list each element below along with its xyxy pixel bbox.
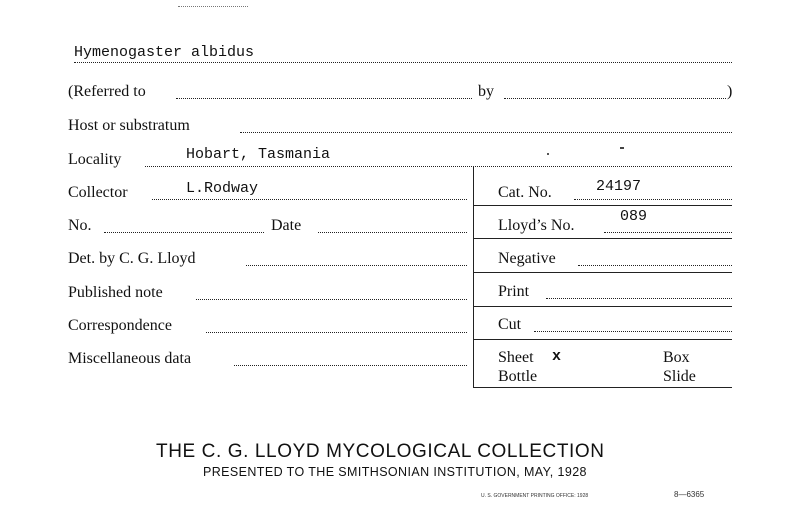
scan-speck bbox=[620, 147, 624, 149]
right-panel-bottom bbox=[473, 387, 732, 388]
cut-label: Cut bbox=[498, 316, 522, 333]
det-by-label: Det. by C. G. Lloyd bbox=[68, 250, 196, 267]
negative-label: Negative bbox=[498, 250, 556, 267]
lloyds-no-value: 089 bbox=[620, 208, 648, 225]
lloyds-no-divider bbox=[473, 238, 732, 239]
correspondence-label: Correspondence bbox=[68, 317, 172, 334]
misc-data-label: Miscellaneous data bbox=[68, 350, 192, 367]
host-label: Host or substratum bbox=[68, 117, 190, 134]
host-line bbox=[240, 132, 732, 133]
cat-no-line bbox=[574, 199, 732, 200]
published-note-label: Published note bbox=[68, 284, 163, 301]
collection-title: THE C. G. LLOYD MYCOLOGICAL COLLECTION bbox=[156, 441, 605, 462]
published-note-line bbox=[196, 299, 467, 300]
print-divider bbox=[473, 306, 732, 307]
negative-line bbox=[578, 265, 732, 266]
lloyds-no-label: Lloyd’s No. bbox=[498, 217, 575, 234]
print-line bbox=[546, 298, 732, 299]
locality-value: Hobart, Tasmania bbox=[186, 146, 331, 163]
negative-divider bbox=[473, 272, 732, 273]
correspondence-line bbox=[206, 332, 467, 333]
cut-line bbox=[534, 331, 732, 332]
cat-no-label: Cat. No. bbox=[498, 184, 552, 201]
collector-label: Collector bbox=[68, 184, 128, 201]
cat-no-divider bbox=[473, 205, 732, 206]
sheet-label: Sheet bbox=[498, 349, 534, 366]
bottle-label: Bottle bbox=[498, 368, 538, 385]
sheet-mark: x bbox=[552, 348, 562, 365]
form-number: 8—6365 bbox=[674, 490, 705, 499]
cut-divider bbox=[473, 339, 732, 340]
locality-label: Locality bbox=[68, 151, 122, 168]
species-name-line bbox=[74, 62, 732, 63]
by-line bbox=[504, 98, 726, 99]
by-label: by bbox=[478, 83, 494, 100]
referred-to-label: (Referred to bbox=[68, 83, 146, 100]
no-label: No. bbox=[68, 217, 92, 234]
det-by-line bbox=[246, 265, 467, 266]
lloyds-no-line bbox=[604, 232, 732, 233]
box-label: Box bbox=[663, 349, 690, 366]
cat-no-value: 24197 bbox=[596, 178, 642, 195]
locality-line bbox=[145, 166, 732, 167]
referred-to-line bbox=[176, 98, 472, 99]
misc-data-line bbox=[234, 365, 467, 366]
collector-value: L.Rodway bbox=[186, 180, 259, 197]
print-label: Print bbox=[498, 283, 530, 300]
species-name: Hymenogaster albidus bbox=[74, 44, 255, 61]
top-scan-marks bbox=[178, 6, 248, 9]
no-line bbox=[104, 232, 264, 233]
collector-line bbox=[152, 199, 467, 200]
collection-subtitle: PRESENTED TO THE SMITHSONIAN INSTITUTION, MAY, 1928 bbox=[203, 465, 587, 479]
close-paren: ) bbox=[727, 83, 733, 100]
date-label: Date bbox=[271, 217, 302, 234]
printing-office: U. S. GOVERNMENT PRINTING OFFICE: 1928 bbox=[481, 493, 589, 499]
scan-speck bbox=[547, 153, 549, 155]
slide-label: Slide bbox=[663, 368, 696, 385]
date-line bbox=[318, 232, 467, 233]
right-panel-border bbox=[473, 167, 474, 387]
